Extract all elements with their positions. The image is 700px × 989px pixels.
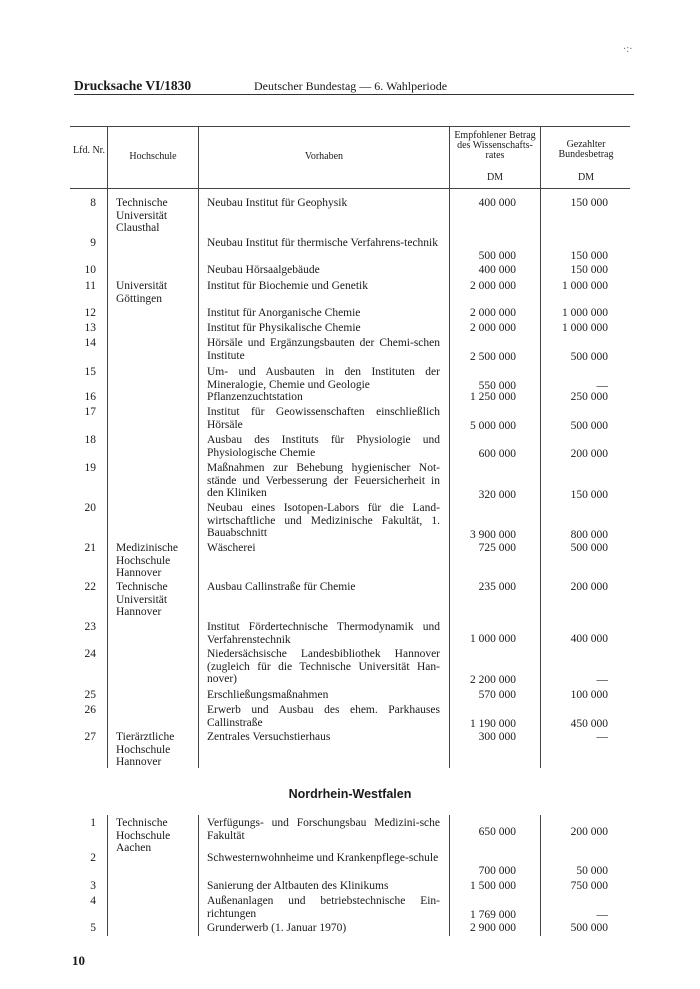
row-vorhaben: Sanierung der Altbauten des Klinikums	[207, 880, 389, 892]
running-header	[74, 78, 634, 95]
row-bund-amount: 450 000	[570, 718, 608, 730]
row-bund-amount: 50 000	[576, 865, 608, 877]
row-bund-amount: 200 000	[570, 448, 608, 460]
row-empfohlen-amount: 2 000 000	[470, 280, 516, 292]
row-bund-amount: 1 000 000	[562, 322, 608, 334]
row-empfohlen-amount: 650 000	[478, 826, 516, 838]
row-bund-amount: —	[596, 731, 608, 743]
row-empfohlen-amount: 570 000	[478, 689, 516, 701]
row-vorhaben: Hörsäle und Ergänzungsbauten der Chemi-schen Institute	[207, 337, 440, 362]
row-empfohlen-amount: 5 000 000	[470, 420, 516, 432]
row-vorhaben: Grunderwerb (1. Januar 1970)	[207, 922, 347, 934]
row-vorhaben: Institut für Geowissenschaften einschließlich Hörsäle	[207, 406, 440, 431]
row-number: 9	[90, 237, 96, 249]
row-vorhaben: Um- und Ausbauten in den Instituten der Mineralogie, Chemie und Geologie	[207, 366, 440, 391]
col-head-nr: Lfd. Nr.	[73, 145, 105, 156]
row-number: 12	[84, 307, 96, 319]
document-number: Drucksache VI/1830	[74, 78, 192, 93]
row-empfohlen-amount: 2 000 000	[470, 322, 516, 334]
row-empfohlen-amount: 1 500 000	[470, 880, 516, 892]
row-number: 4	[90, 895, 96, 907]
row-number: 21	[84, 542, 96, 554]
row-empfohlen-amount: 2 900 000	[470, 922, 516, 934]
row-number: 18	[84, 434, 96, 446]
row-empfohlen-amount: 2 500 000	[470, 351, 516, 363]
row-hochschule: Universität Göttingen	[116, 280, 168, 305]
row-empfohlen-amount: 300 000	[478, 731, 516, 743]
row-bund-amount: 800 000	[570, 529, 608, 541]
row-empfohlen-amount: 400 000	[478, 264, 516, 276]
row-bund-amount: 200 000	[570, 581, 608, 593]
row-vorhaben: Institut für Biochemie und Genetik	[207, 280, 368, 292]
row-vorhaben: Ausbau Callinstraße für Chemie	[207, 581, 356, 593]
row-empfohlen-amount: 2 200 000	[470, 674, 516, 686]
col-head-vorhaben: Vorhaben	[304, 151, 344, 162]
row-vorhaben: Institut Fördertechnische Thermodynamik und Verfahrenstechnik	[207, 621, 440, 646]
row-number: 27	[84, 731, 96, 743]
row-vorhaben: Schwesternwohnheime und Krankenpflege-schule	[207, 852, 439, 864]
row-empfohlen-amount: 1 250 000	[470, 391, 516, 403]
row-vorhaben: Institut für Physikalische Chemie	[207, 322, 361, 334]
col-head-hochschule: Hochschule	[129, 151, 177, 162]
row-empfohlen-amount: 550 000	[478, 380, 516, 392]
row-bund-amount: 750 000	[570, 880, 608, 892]
row-vorhaben: Neubau Hörsaalgebäude	[207, 264, 320, 276]
row-vorhaben: Verfügungs- und Forschungsbau Medizini-sche Fakultät	[207, 817, 440, 842]
row-number: 2	[90, 852, 96, 864]
row-empfohlen-amount: 500 000	[478, 250, 516, 262]
row-bund-amount: 150 000	[570, 264, 608, 276]
row-bund-amount: 250 000	[570, 391, 608, 403]
table-header-rule	[70, 188, 630, 189]
row-empfohlen-amount: 400 000	[478, 197, 516, 209]
row-number: 25	[84, 689, 96, 701]
row-number: 22	[84, 581, 96, 593]
row-vorhaben: Außenanlagen und betriebstechnische Ein-richtungen	[207, 895, 440, 920]
row-number: 16	[84, 391, 96, 403]
row-vorhaben: Neubau eines Isotopen-Labors für die Land-wirtschaftliche und Medizinische Fakultät, 1. Bauabschnitt	[207, 502, 440, 539]
row-number: 8	[90, 197, 96, 209]
page-number: 10	[72, 953, 85, 968]
row-number: 13	[84, 322, 96, 334]
row-number: 3	[90, 880, 96, 892]
row-vorhaben: Neubau Institut für Geophysik	[207, 197, 348, 209]
row-bund-amount: 150 000	[570, 250, 608, 262]
row-number: 19	[84, 462, 96, 474]
col-head-bund-unit: DM	[577, 172, 595, 183]
row-bund-amount: —	[596, 380, 608, 392]
row-empfohlen-amount: 700 000	[478, 865, 516, 877]
row-hochschule: Technische Universität Hannover	[116, 581, 168, 618]
row-vorhaben: Zentrales Versuchstierhaus	[207, 731, 331, 743]
row-hochschule: Tierärztliche Hochschule Hannover	[116, 731, 175, 768]
row-number: 10	[84, 264, 96, 276]
row-bund-amount: 400 000	[570, 633, 608, 645]
row-bund-amount: 150 000	[570, 489, 608, 501]
row-number: 11	[84, 280, 96, 292]
row-empfohlen-amount: 3 900 000	[470, 529, 516, 541]
row-number: 24	[84, 648, 96, 660]
row-number: 26	[84, 704, 96, 716]
row-bund-amount: 150 000	[570, 197, 608, 209]
row-bund-amount: 500 000	[570, 351, 608, 363]
row-hochschule: Technische Hochschule Aachen	[116, 817, 171, 854]
row-bund-amount: 1 000 000	[562, 280, 608, 292]
row-empfohlen-amount: 1 190 000	[470, 718, 516, 730]
row-empfohlen-amount: 1 000 000	[470, 633, 516, 645]
row-bund-amount: 200 000	[570, 826, 608, 838]
row-vorhaben: Neubau Institut für thermische Verfahrens-technik	[207, 237, 438, 249]
row-bund-amount: 500 000	[570, 922, 608, 934]
row-number: 23	[84, 621, 96, 633]
col-head-bund: Gezahlter Bundesbetrag	[558, 139, 614, 160]
row-empfohlen-amount: 725 000	[478, 542, 516, 554]
row-empfohlen-amount: 320 000	[478, 489, 516, 501]
row-hochschule: Medizinische Hochschule Hannover	[116, 542, 178, 579]
col-head-empfohlen: Empfohlener Betrag des Wissenschafts-rates	[454, 130, 536, 161]
row-empfohlen-amount: 235 000	[478, 581, 516, 593]
row-hochschule: Technische Universität Clausthal	[116, 197, 168, 234]
row-bund-amount: 500 000	[570, 420, 608, 432]
row-number: 15	[84, 366, 96, 378]
row-number: 14	[84, 337, 96, 349]
section-title: Nordrhein-Westfalen	[288, 787, 412, 801]
row-empfohlen-amount: 2 000 000	[470, 307, 516, 319]
table-top-rule	[70, 126, 630, 127]
scan-speck: ·:·	[623, 44, 633, 55]
col-divider-3	[449, 126, 450, 768]
row-empfohlen-amount: 600 000	[478, 448, 516, 460]
col-divider-1	[107, 126, 108, 768]
row-vorhaben: Erschließungsmaßnahmen	[207, 689, 329, 701]
row-vorhaben: Wäscherei	[207, 542, 256, 554]
row-vorhaben: Institut für Anorganische Chemie	[207, 307, 361, 319]
row-number: 5	[90, 922, 96, 934]
header-title: Deutscher Bundestag — 6. Wahlperiode	[254, 79, 448, 93]
row-empfohlen-amount: 1 769 000	[470, 909, 516, 921]
row-number: 17	[84, 406, 96, 418]
row-number: 20	[84, 502, 96, 514]
col-divider-4	[540, 126, 541, 768]
row-vorhaben: Maßnahmen zur Behebung hygienischer Not-stände und Verbesserung der Feuersicherheit in den Kliniken	[207, 462, 440, 499]
col-divider-nrw-1	[107, 815, 108, 936]
row-vorhaben: Erwerb und Ausbau des ehem. Parkhauses Callinstraße	[207, 704, 440, 729]
row-vorhaben: Niedersächsische Landesbibliothek Hannover (zugleich für die Technische Universität Han-nover)	[207, 648, 440, 685]
row-number: 1	[90, 817, 96, 829]
row-vorhaben: Ausbau des Instituts für Physiologie und Physiologische Chemie	[207, 434, 440, 459]
row-bund-amount: 100 000	[570, 689, 608, 701]
row-bund-amount: 500 000	[570, 542, 608, 554]
row-bund-amount: —	[596, 909, 608, 921]
row-bund-amount: —	[596, 674, 608, 686]
row-bund-amount: 1 000 000	[562, 307, 608, 319]
col-head-empfohlen-unit: DM	[486, 172, 504, 183]
row-vorhaben: Pflanzenzuchtstation	[207, 391, 303, 403]
